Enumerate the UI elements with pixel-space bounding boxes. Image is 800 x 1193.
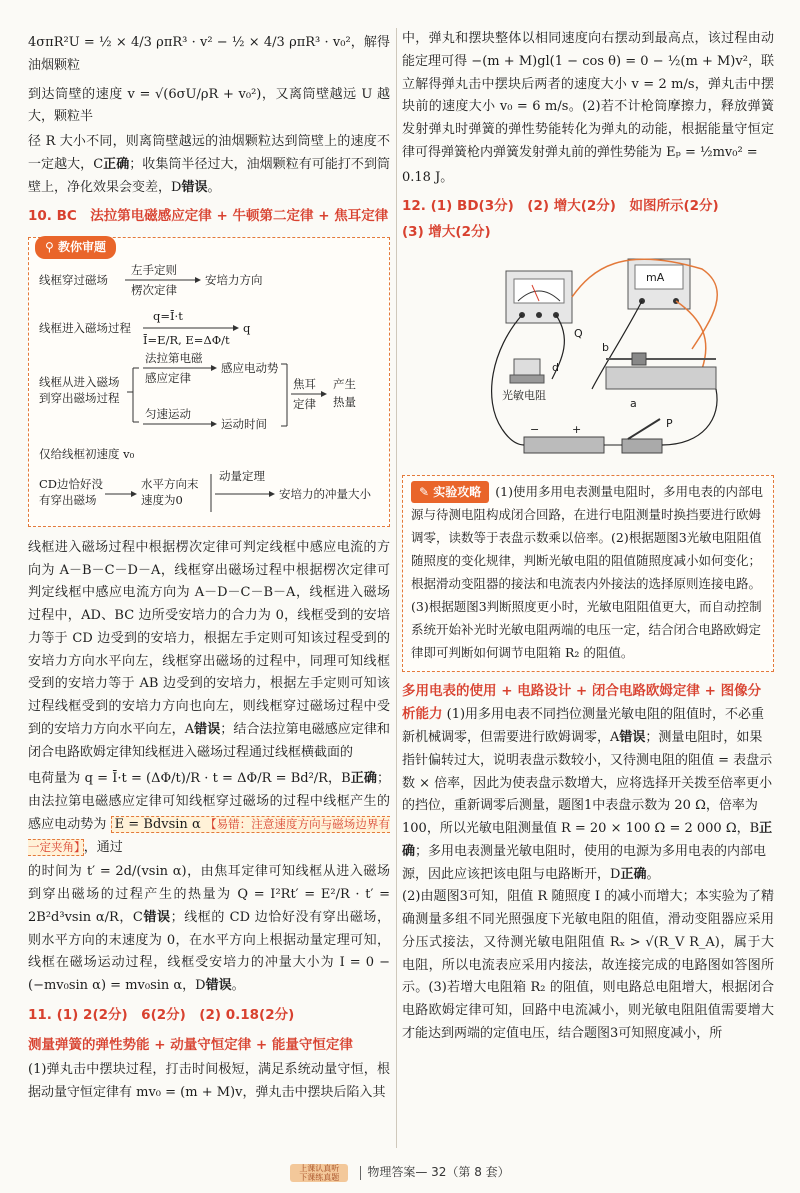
- think-tag-label: 教你审题: [57, 239, 106, 254]
- diagram-r3-joule1: 焦耳: [293, 376, 316, 391]
- paragraph-1-text: 径 R 大小不同，则离筒壁越远的油烟颗粒达到筒壁上的速度不一定越大，C: [28, 134, 390, 172]
- battery-plus: +: [572, 422, 582, 436]
- right-paragraph-2-c: ；多用电表测量光敏电阻时，使用的电源为多用电表的内部电源，因此应该把该电阻与电路断开，D: [402, 843, 767, 882]
- verdict-c-correct: 正确: [103, 156, 130, 172]
- diagram-r3-l2: 感应定律: [145, 370, 191, 385]
- diagram-arrowhead: [233, 325, 239, 331]
- q11-topic: 测量弹簧的弹性势能 + 动量守恒定律 + 能量守恒定律: [28, 1036, 353, 1053]
- verdict-d-wrong-2: 错误: [205, 978, 232, 994]
- charge-equation: 电荷量为 q = Ī·t = (ΔΦ/t)/R · t = ΔΦ/R = Bd²/R，B: [28, 771, 351, 787]
- q12-topic: 多用电表的使用 + 电路设计 + 闭合电路欧姆定律 + 图像分析能力: [402, 682, 762, 723]
- page-footer: [0, 1162, 800, 1183]
- verdict-a-wrong: 错误: [194, 721, 221, 737]
- diagram-r5-m2: 速度为0: [141, 492, 183, 507]
- paragraph-2: [28, 537, 390, 765]
- right-paragraph-1: 中，弹丸和摆块整体以相同速度向右摆动到最高点，该过程由动能定理可得 −(m + M)gl(1 − cos θ) = 0 − ½(m + M)v²，联立解得弹丸击中摆块后两者的速度大小 v = 2 m/s，弹丸击中摆块前的速度大小 v₀ = 6 m/s。(2)若不计枪筒摩擦力，释放弹簧发射弹丸时弹簧的弹性势能转化为弹丸的动能，根据能量守恒定律可得弹簧枪内弹簧发射弹丸前的弹性势能为 Eₚ = ½mv₀² =: [402, 31, 774, 160]
- diagram-arrowhead: [211, 421, 217, 427]
- paragraph-4-text: 的时间为 t′ = 2d/(vsin α)，由焦耳定律可知线框从进入磁场到穿出磁场的过程产生的热量为 Q = I²Rt′ = E²/R · t′ = 2B²d³vsin α/R，C: [28, 864, 390, 925]
- diagram-r3-a2: 到穿出磁场过程: [39, 390, 120, 405]
- column-divider: [396, 28, 397, 1148]
- paragraph-3-text: ；由法拉第电磁感应定律可知线框穿过磁场的过程中线框产生的感应电动势为: [28, 771, 390, 832]
- analysis-diagram: [35, 262, 381, 524]
- diagram-r3-l3: 匀速运动: [145, 406, 191, 421]
- period: 。: [207, 179, 221, 195]
- diagram-r1-bot: 楞次定律: [131, 282, 177, 297]
- diagram-r3-heat2: 热量: [333, 394, 356, 409]
- logo-line-2: 下课练真题: [299, 1172, 340, 1182]
- verdict-c-wrong: 错误: [142, 909, 171, 925]
- q12-heading: 12. (1) BD(3分) (2) 增大(2分) 如图所示(2分): [402, 198, 719, 215]
- diagram-r2-top: q=Ī·t: [153, 308, 183, 323]
- search-icon: ⚲: [45, 239, 58, 254]
- diagram-r3-m1: 感应电动势: [221, 360, 279, 375]
- diagram-r4: 仅给线框初速度 v₀: [39, 446, 135, 461]
- footer-separator: [360, 1166, 361, 1180]
- verdict-d-wrong: 错误: [181, 179, 208, 195]
- switch-base: [622, 439, 662, 453]
- verdict-d-correct-r: 正确: [620, 866, 647, 882]
- battery-minus: −: [530, 422, 540, 436]
- think-tag: [35, 236, 116, 259]
- diagram-r3-joule2: 定律: [293, 396, 316, 411]
- diagram-arrowhead: [321, 391, 327, 397]
- strategy-tag: [411, 481, 489, 503]
- verdict-b-correct-r: 正确: [402, 821, 773, 859]
- diagram-r1-b: 安培力方向: [205, 272, 263, 287]
- page-number: 物理答案— 32（第 8 套）: [367, 1165, 510, 1179]
- diagram-r5-a1: CD边恰好没: [39, 476, 104, 491]
- label-b: b: [602, 340, 609, 354]
- circuit-figure: [402, 249, 774, 469]
- paragraph-2-text: 线框进入磁场过程中根据楞次定律可判定线框中感应电流的方向为 A－B－C－D－A，线框穿出磁场过程中根据楞次定律可判定线框中感应电流方向为 A－D－C－B－A，线框进入磁场过程中，AD、BC 边所受安培力的合力为 0，线框受到的安培力等于 CD 边受到的安培力，根据左手定则可知该过程受到的安培力方向水平向左，线框穿出磁场的过程中，同理可知线框受到的安培力等于 AB 边受到的安培力，根据左手定则可知该过程线框受到的安培力方向也向左，则线框穿过磁场过程中受到的安培力方向水平向左，A: [28, 539, 390, 737]
- diagram-r5-m1: 水平方向末: [141, 476, 199, 491]
- right-paragraph-2-end: 。: [646, 866, 660, 882]
- diagram-arrowhead: [195, 277, 201, 283]
- right-paragraph-2-b: ；测量电阻时，如果指针偏转过大，说明表盘示数较小，又待测电阻的阻值 = 表盘示数 × 倍率，因此为使表盘示数增大，应将选择开关拨至倍率更小的挡位，重新调零后测量，题图1中表盘示数为 20 Ω，倍率为 100，所以光敏电阻测量值 R = 20 × 100 Ω = 2 000 Ω，B: [402, 730, 773, 837]
- diagram-r2-b: q: [243, 320, 251, 335]
- mistake-note: 【易错：注意速度方向与磁场边界有一定夹角】: [28, 816, 390, 854]
- circuit-diagram: [402, 249, 774, 469]
- paragraph-2-tail: ；结合法拉第电磁感应定律和闭合电路欧姆定律知线框进入磁场过程通过线框横截面的: [28, 721, 390, 760]
- q12-heading-2: (3) 增大(2分): [402, 223, 491, 240]
- strategy-box: [402, 475, 774, 672]
- think-box: [28, 237, 390, 527]
- diagram-r2-a: 线框进入磁场过程: [39, 320, 131, 335]
- diagram-r5-a2: 有穿出磁场: [39, 492, 97, 507]
- diagram-r1-a: 线框穿过磁场: [39, 272, 108, 287]
- diagram-arrowhead: [269, 491, 275, 497]
- rheostat: [606, 367, 716, 389]
- paragraph-1-text2: ；收集筒半径过大，油烟颗粒有可能打不到筒壁上，净化效果会变差，D: [28, 156, 390, 195]
- diagram-r2-bot: Ī=E/R, E=ΔΦ/t: [143, 332, 230, 347]
- emf-text: E = Bdvsin α: [114, 816, 201, 832]
- photoresistor-base: [510, 375, 544, 383]
- right-paragraph-2-text: (1)用多用电表不同挡位测量光敏电阻的阻值时，不必重新机械调零，但需要进行欧姆调零，A: [402, 707, 765, 746]
- speed-line: [28, 84, 390, 130]
- right-paragraph-2: [402, 707, 772, 881]
- terminal: [536, 312, 542, 318]
- diagram-arrowhead: [131, 491, 137, 497]
- label-a: a: [630, 396, 637, 410]
- q11-heading: 11. (1) 2(2分) 6(2分) (2) 0.18(2分): [28, 1006, 295, 1023]
- diagram-r1-top: 左手定则: [131, 262, 177, 277]
- period: 。: [231, 978, 245, 994]
- diagram-r3-heat1: 产生: [333, 376, 356, 391]
- diagram-arrowhead: [211, 365, 217, 371]
- photoresistor-body: [514, 359, 540, 375]
- paragraph-3-after: ，通过: [83, 839, 123, 855]
- diagram-r3-l1: 法拉第电磁: [145, 350, 203, 365]
- paragraph-1: [28, 131, 390, 199]
- clipboard-icon: ✎: [419, 484, 434, 499]
- ma-label: mA: [646, 270, 665, 284]
- speed-equation: 到达筒壁的速度 v = √(6σU/ρR + v₀²): [28, 86, 262, 102]
- paragraph-5: (1)弹丸击中摆块过程，打击时间极短，满足系统动量守恒，根据动量守恒定律有 mv₀ = (m + M)v，弹丸击中摆块后陷入其: [28, 1062, 390, 1100]
- verdict-a-wrong-r: 错误: [619, 730, 646, 746]
- battery: [524, 437, 604, 453]
- paragraph-3: [28, 768, 390, 859]
- verdict-b-correct: 正确: [350, 771, 377, 787]
- label-p: P: [666, 416, 673, 430]
- paragraph-4: [28, 861, 390, 998]
- diagram-r3-m2: 运动时间: [221, 416, 267, 431]
- photoresistor-label: 光敏电阻: [502, 388, 546, 402]
- right-column: [402, 28, 774, 1048]
- diagram-r3-a1: 线框从进入磁场: [39, 374, 120, 389]
- q10-heading: 10. BC 法拉第电磁感应定律 + 牛顿第二定律 + 焦耳定律: [28, 208, 389, 225]
- energy-equation: 4σπR²U = ½ × 4/3 ρπR³ · v² − ½ × 4/3 ρπR³ · v₀²，解得油烟颗粒: [28, 35, 390, 73]
- label-d: d: [552, 360, 559, 374]
- diagram-r5-b: 安培力的冲量大小: [279, 486, 371, 501]
- diagram-r5-top: 动量定理: [219, 468, 265, 483]
- rheostat-slider: [632, 353, 646, 365]
- strategy-text: (1)使用多用电表测量电阻时，多用电表的内部电源与待测电阻构成闭合回路，在进行电阻测量时换挡要进行欧姆调零，读数等于表盘示数乘以倍率。(2)根据题图3光敏电阻阻值随照度的变化规律，判断光敏电阻的阻值随照度减小如何变化；根据滑动变阻器的接法和电流表内外接法的选择原则连接电路。(3)根据题图3判断照度更小时，光敏电阻阻值更大，而自动控制系统开始补光时光敏电阻两端的电压一定，结合闭合电路欧姆定律即可判断如何调节电阻箱 R₂ 的阻值。: [411, 483, 763, 661]
- label-q: Q: [574, 326, 583, 340]
- right-paragraph-3: (2)由题图3可知，阻值 R 随照度 I 的减小而增大；本实验为了精确测量多组不同光照强度下光敏电阻的阻值，滑动变阻器应采用分压式接法，又待测光敏电阻阻值 Rₓ > √(R_V R_A)，属于大电阻，所以电流表应采用内接法，故连接完成的电路图如答图所示。(3)若增大电阻箱 R₂ 的阻值，则电路总电阻增大，根据闭合电路欧姆定律可知，回路中电流减小，则光敏电阻阻值需要增大才能达到两端的定值电压，结合题图3可知照度减小，所: [402, 889, 774, 1041]
- logo-line-1: 上课认真听: [299, 1163, 340, 1173]
- right-paragraph-1-end: 0.18 J。: [402, 169, 454, 185]
- brand-logo: [290, 1164, 348, 1182]
- strategy-tag-label: 实验攻略: [433, 484, 482, 499]
- speed-equation-tail: ，又离筒壁越远 U 越大，颗粒半: [28, 86, 390, 125]
- switch-lever: [628, 419, 660, 439]
- paragraph-4-tail: ；线框的 CD 边恰好没有穿出磁场，则水平方向的末速度为 0，在水平方向上根据动量定理可知，线框在磁场运动过程，线框受安培力的冲量大小为 I = 0 − (−mv₀sin α) = mv₀sin α，D: [28, 909, 390, 994]
- left-column: [28, 28, 390, 1107]
- wire: [502, 429, 524, 445]
